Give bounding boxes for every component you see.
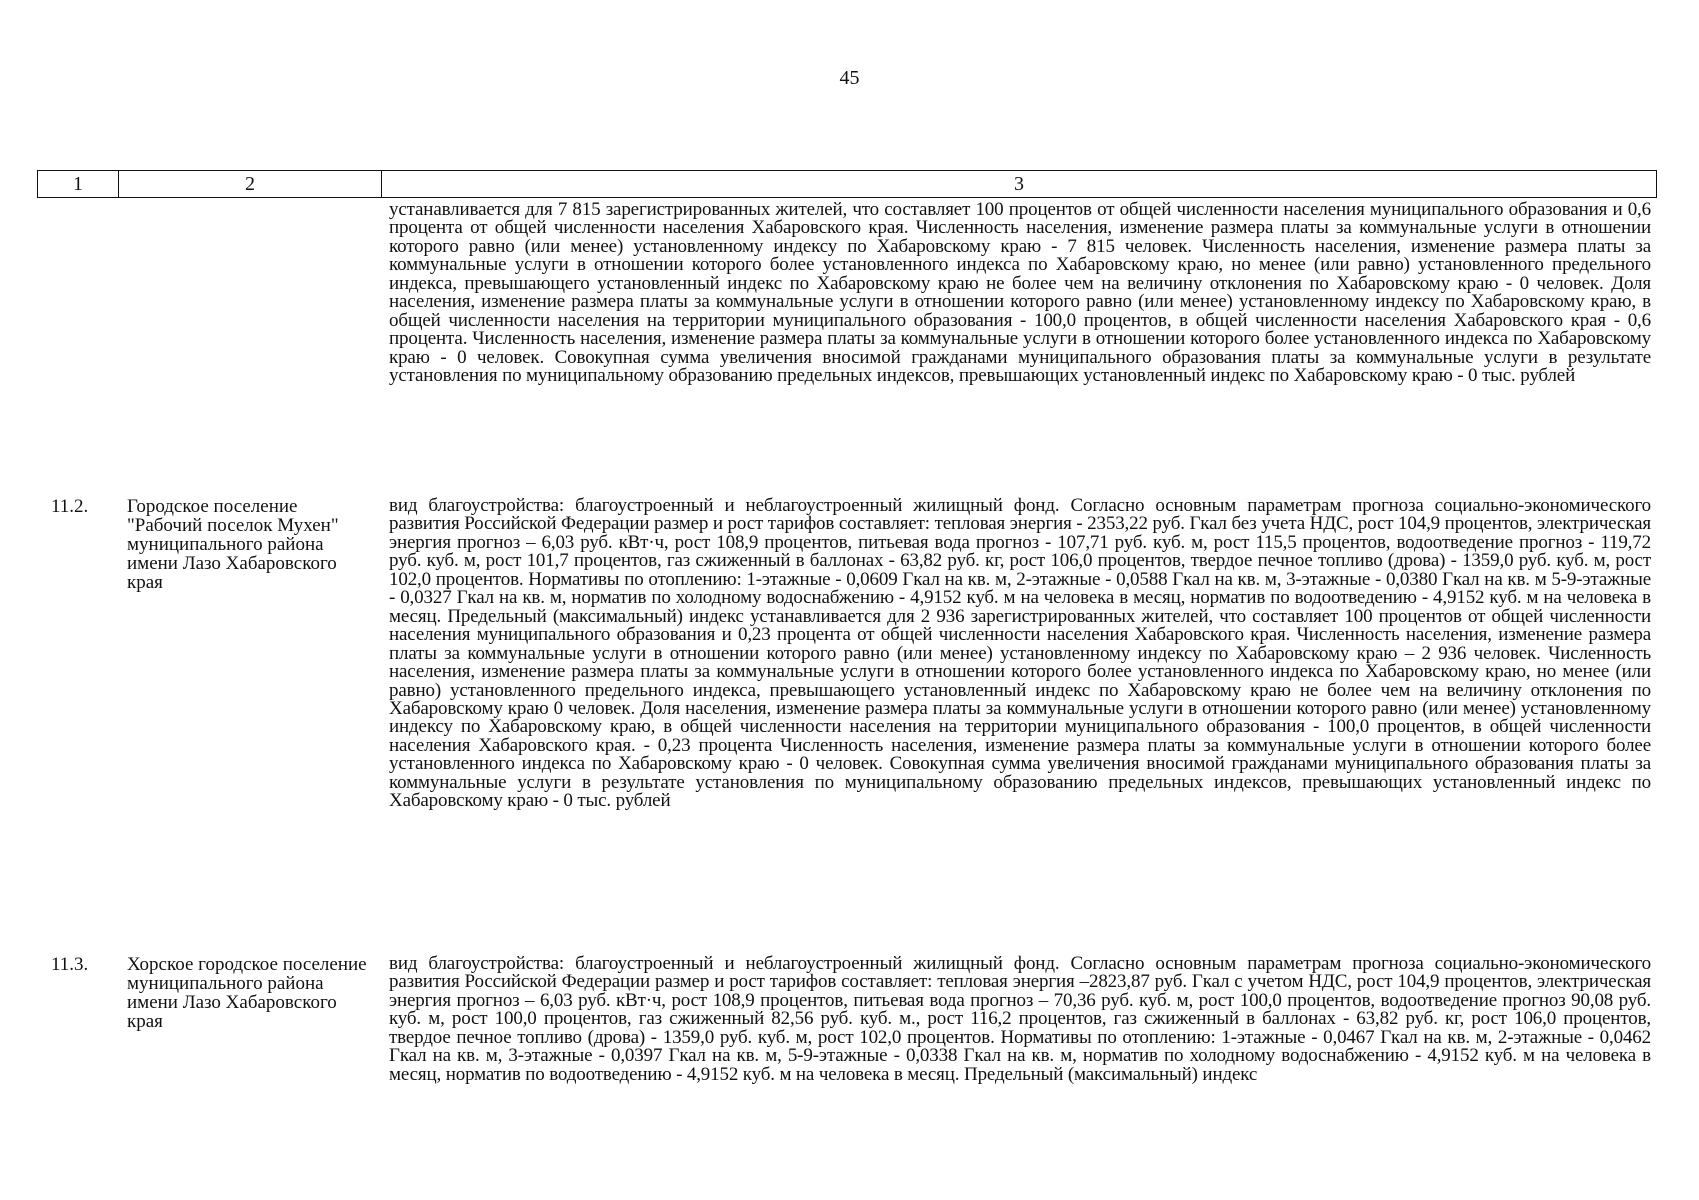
- column-header-1: 1: [38, 171, 119, 198]
- municipality-name: Хорское городское поселение муниципального района имени Лазо Хабаровского края: [127, 954, 367, 1032]
- row-description: устанавливается для 7 815 зарегистрированных жителей, что составляет 100 процентов от общей численности населения муниципального образования и 0,6 процента от общей численности населения Хабаровского края. Численность населения, изменение размера платы за коммунальные услуги в отношении которого равно (или менее) установленному индексу по Хабаровскому краю - 7 815 человек. Численность населения, изменение размера платы за коммунальные услуги в отношении которого более установленного индекса по Хабаровскому краю, но менее (или равно) установленного предельного индекса, превышающего установленный индекс по Хабаровскому краю не более чем на величину отклонения по Хабаровскому краю - 0 человек. Доля населения, изменение размера платы за коммунальные услуги в отношении которого равно (или менее) установленному индексу по Хабаровскому краю, в общей численности населения на территории муниципального образования - 100,0 процентов, в общей численности населения Хабаровского края - 0,6 процента. Численность населения, изменение размера платы за коммунальные услуги в отношении которого более установленного индекса по Хабаровскому краю - 0 человек. Совокупная сумма увеличения вносимой гражданами муниципального образования платы за коммунальные услуги в результате установления по муниципальному образованию предельных индексов, превышающих установленный индекс по Хабаровскому краю - 0 тыс. рублей: [389, 199, 1651, 387]
- column-header-2: 2: [119, 171, 382, 198]
- column-header-3: 3: [382, 171, 1657, 198]
- page-number: 45: [839, 67, 860, 89]
- row-number: 11.3.: [51, 954, 89, 975]
- municipality-name: Городское поселение "Рабочий поселок Мухен" муниципального района имени Лазо Хабаровского края: [127, 496, 339, 593]
- row-description: вид благоустройства: благоустроенный и неблагоустроенный жилищный фонд. Согласно основным параметрам прогноза социально-экономического развития Российской Федерации размер и рост тарифов составляет: тепловая энергия –2823,87 руб. Гкал с учетом НДС, рост 104,9 процентов, электрическая энергия прогноз – 6,03 руб. кВт·ч, рост 108,9 процентов, питьевая вода прогноз – 70,36 руб. куб. м, рост 100,0 процентов, водоотведение прогноз 90,08 руб. куб. м, рост 100,0 процентов, газ сжиженный 82,56 руб. куб. м., рост 116,2 процентов, газ сжиженный в баллонах - 63,82 руб. кг, рост 106,0 процентов, твердое печное топливо (дрова) - 1359,0 руб. куб. м, рост 102,0 процентов. Нормативы по отоплению: 1-этажные - 0,0467 Гкал на кв. м, 2-этажные - 0,0462 Гкал на кв. м, 3-этажные - 0,0397 Гкал на кв. м, 5-9-этажные - 0,0338 Гкал на кв. м, норматив по холодному водоснабжению - 4,9152 куб. м на человека в месяц, норматив по водоотведению - 4,9152 куб. м на человека в месяц. Предельный (максимальный) индекс: [389, 953, 1651, 1085]
- row-number: 11.2.: [51, 496, 89, 517]
- table-header: [37, 170, 1657, 198]
- row-description: вид благоустройства: благоустроенный и неблагоустроенный жилищный фонд. Согласно основным параметрам прогноза социально-экономического развития Российской Федерации размер и рост тарифов составляет: тепловая энергия - 2353,22 руб. Гкал без учета НДС, рост 104,9 процентов, электрическая энергия прогноз – 6,03 руб. кВт·ч, рост 108,9 процентов, питьевая вода прогноз - 107,71 руб. куб. м, рост 115,5 процентов, водоотведение прогноз - 119,72 руб. куб. м, рост 101,7 процентов, газ сжиженный в баллонах - 63,82 руб. кг, рост 106,0 процентов, твердое печное топливо (дрова) - 1359,0 руб. куб. м, рост 102,0 процентов. Нормативы по отоплению: 1-этажные - 0,0609 Гкал на кв. м, 2-этажные - 0,0588 Гкал на кв. м, 3-этажные - 0,0380 Гкал на кв. м 5-9-этажные - 0,0327 Гкал на кв. м, норматив по холодному водоснабжению - 4,9152 куб. м на человека в месяц, норматив по водоотведению - 4,9152 куб. м на человека в месяц. Предельный (максимальный) индекс устанавливается для 2 936 зарегистрированных жителей, что составляет 100 процентов от общей численности населения муниципального образования и 0,23 процента от общей численности населения Хабаровского края. Численность населения, изменение размера платы за коммунальные услуги в отношении которого равно (или менее) установленному индексу по Хабаровскому краю – 2 936 человек. Численность населения, изменение размера платы за коммунальные услуги в отношении которого более установленного индекса по Хабаровскому краю, но менее (или равно) установленного предельного индекса, превышающего установленный индекс по Хабаровскому краю не более чем на величину отклонения по Хабаровскому краю 0 человек. Доля населения, изменение размера платы за коммунальные услуги в отношении которого равно (или менее) установленному индексу по Хабаровскому краю, в общей численности населения на территории муниципального образования - 100,0 процентов, в общей численности населения Хабаровского края. - 0,23 процента Численность населения, изменение размера платы за коммунальные услуги в отношении которого более установленного индекса по Хабаровскому краю - 0 человек. Совокупная сумма увеличения вносимой гражданами муниципального образования платы за коммунальные услуги в результате установления по муниципальному образованию предельных индексов, превышающих установленный индекс по Хабаровскому краю - 0 тыс. рублей: [389, 495, 1651, 812]
